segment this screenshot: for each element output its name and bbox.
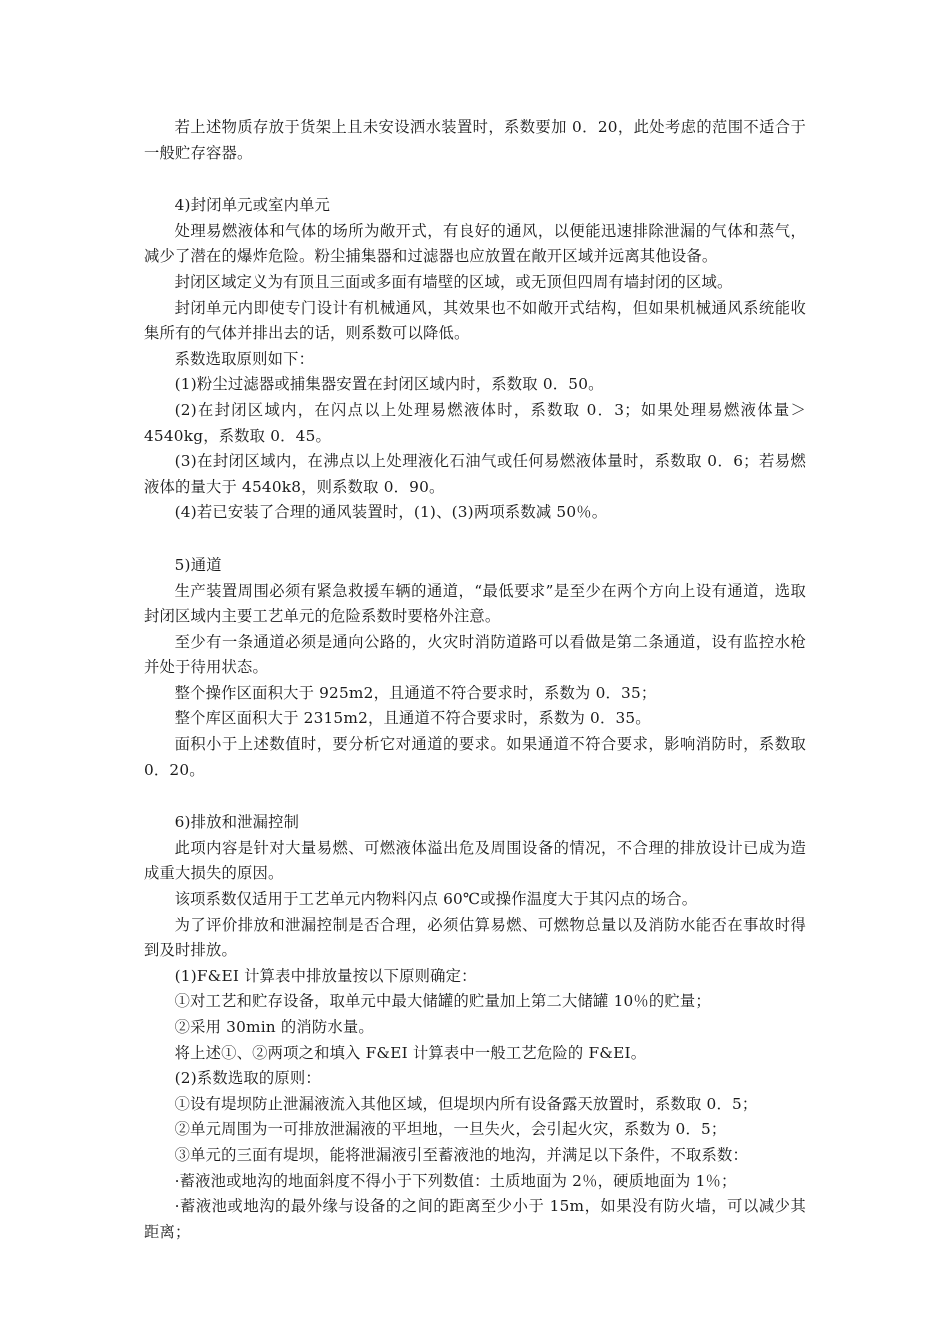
section-5-paragraph-2: 至少有一条通道必须是通向公路的，火灾时消防道路可以看做是第二条通道，设有监控水枪并处于待用状态。 — [144, 632, 806, 677]
section-6-paragraph-3: 为了评价排放和泄漏控制是否合理，必须估算易燃、可燃物总量以及消防水能否在事故时得到及时排放。 — [144, 915, 806, 960]
section-5-paragraph-3: 整个操作区面积大于 925m2，且通道不符合要求时，系数为 0．35； — [174, 683, 657, 702]
section-6-paragraph-2: 该项系数仅适用于工艺单元内物料闪点 60℃或操作温度大于其闪点的场合。 — [174, 890, 698, 909]
section-6-heading: 6)排放和泄漏控制 — [174, 813, 300, 832]
section-4-paragraph-4: 系数选取原则如下： — [174, 349, 315, 368]
section-6-paragraph-8: (2)系数选取的原则： — [174, 1069, 321, 1088]
section-6-paragraph-6: ②采用 30min 的消防水量。 — [174, 1018, 374, 1036]
section-6-paragraph-5: ①对工艺和贮存设备，取单元中最大储罐的贮量加上第二大储罐 10％的贮量； — [174, 992, 711, 1011]
section-6-paragraph-10: ②单元周围为一可排放泄漏液的平坦地，一旦失火，会引起火灾，系数为 0．5； — [174, 1120, 727, 1139]
section-6-paragraph-11: ③单元的三面有堤坝，能将泄漏液引至蓄液池的地沟，并满足以下条件，不取系数： — [174, 1145, 748, 1164]
section-4-paragraph-3: 封闭单元内即使专门设计有机械通风，其效果也不如敞开式结构，但如果机械通风系统能收集所有的气体并排出去的话，则系数可以降低。 — [144, 298, 806, 343]
section-4-paragraph-8: (4)若已安装了合理的通风装置时，(1)、(3)两项系数减 50％。 — [174, 503, 608, 522]
section-6-bullet-2: ·蓄液池或地沟的最外缘与设备的之间的距离至少小于 15m，如果没有防火墙，可以减少其距离； — [144, 1197, 806, 1241]
section-6-bullet-1: ·蓄液池或地沟的地面斜度不得小于下列数值：土质地面为 2％，硬质地面为 1％； — [174, 1171, 737, 1190]
section-gap — [144, 166, 806, 193]
section-4-paragraph-1: 处理易燃液体和气体的场所为敞开式，有良好的通风，以便能迅速排除泄漏的气体和蒸气，减少了潜在的爆炸危险。粉尘捕集器和过滤器也应放置在敞开区域并远离其他设备。 — [144, 221, 806, 266]
document-page — [144, 115, 806, 1245]
section-5-paragraph-4: 整个库区面积大于 2315m2，且通道不符合要求时，系数为 0．35。 — [174, 709, 651, 728]
section-6-paragraph-4: (1)F&EI 计算表中排放量按以下原则确定： — [174, 966, 477, 985]
section-4-paragraph-5: (1)粉尘过滤器或捕集器安置在封闭区域内时，系数取 0．50。 — [174, 375, 604, 394]
section-5-paragraph-1: 生产装置周围必须有紧急救援车辆的通道，“最低要求”是至少在两个方向上设有通道，选取封闭区域内主要工艺单元的危险系数时要格外注意。 — [144, 581, 806, 626]
section-4-paragraph-6: (2)在封闭区域内，在闪点以上处理易燃液体时，系数取 0．3；如果处理易燃液体量＞4540kg，系数取 0．45。 — [144, 400, 806, 445]
section-gap — [144, 526, 806, 553]
section-gap — [144, 783, 806, 810]
section-6-paragraph-1: 此项内容是针对大量易燃、可燃液体溢出危及周围设备的情况，不合理的排放设计已成为造成重大损失的原因。 — [144, 838, 806, 883]
paragraph-intro: 若上述物质存放于货架上且未安设洒水装置时，系数要加 0．20，此处考虑的范围不适合于一般贮存容器。 — [144, 118, 806, 162]
section-5-paragraph-5: 面积小于上述数值时，要分析它对通道的要求。如果通道不符合要求，影响消防时，系数取 0．20。 — [144, 735, 806, 779]
section-6-paragraph-9: ①设有堤坝防止泄漏液流入其他区域，但堤坝内所有设备露天放置时，系数取 0．5； — [174, 1094, 758, 1113]
section-4-heading: 4)封闭单元或室内单元 — [174, 196, 331, 215]
section-5-heading: 5)通道 — [174, 555, 222, 574]
section-4-paragraph-7: (3)在封闭区域内，在沸点以上处理液化石油气或任何易燃液体量时，系数取 0．6；若易燃液体的量大于 4540k8，则系数取 0．90。 — [144, 452, 806, 496]
section-6-paragraph-7: 将上述①、②两项之和填入 F&EI 计算表中一般工艺危险的 F&EI。 — [174, 1043, 647, 1062]
section-4-paragraph-2: 封闭区域定义为有顶且三面或多面有墙壁的区域，或无顶但四周有墙封闭的区域。 — [174, 272, 733, 291]
